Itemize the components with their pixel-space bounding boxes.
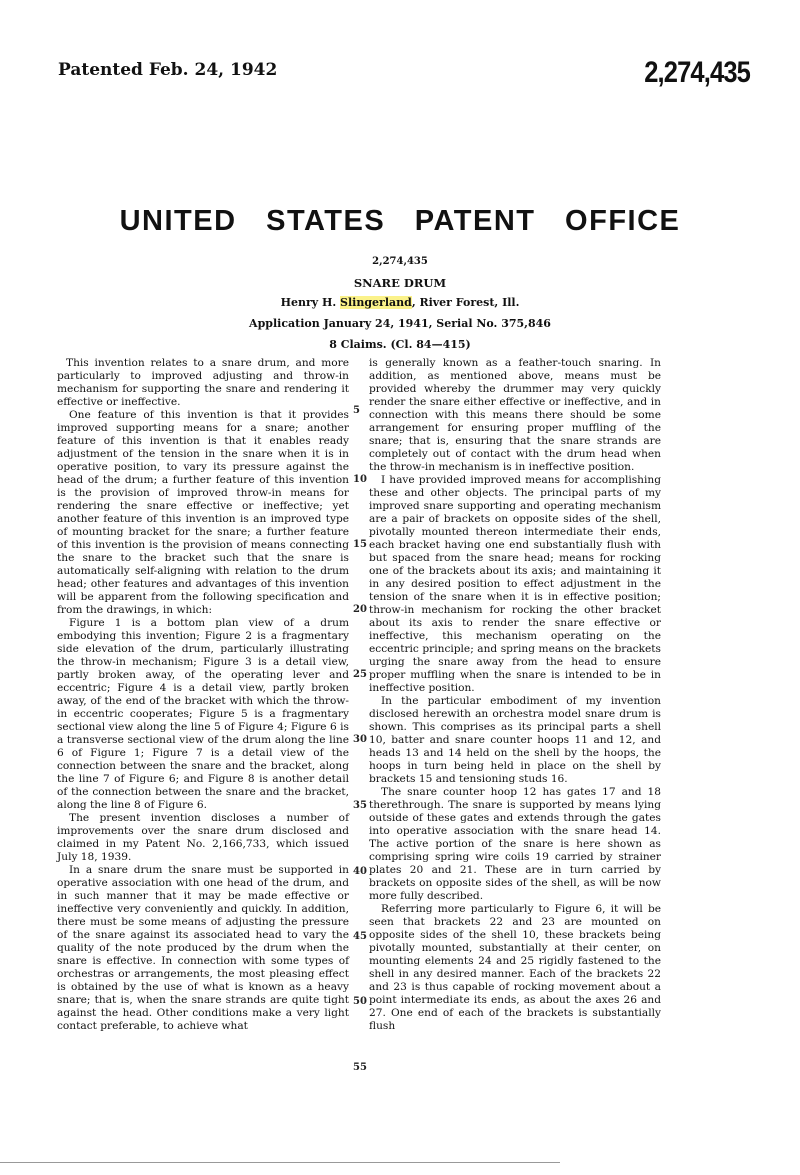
paragraph: The snare counter hoop 12 has gates 17 and 18 therethrough. The snare is supported by means lying outside of these gates and extends through the gates into operative association with the snare head 14. The active portion of the snare is here shown as comprising spring wire coils 19 carried by strainer plates 20 and 21. These are in turn carried by brackets on opposite sides of the shell, as will be now more fully described. bbox=[369, 786, 661, 902]
paragraph: In the particular embodiment of my invention disclosed herewith an orchestra model snare drum is shown. This comprises as its principal parts a shell 10, batter and snare counter hoops 11 and 12, and heads 13 and 14 held on the shell by the hoops, the hoops in turn being held in place on the shell by brackets 15 and tensioning studs 16. bbox=[369, 695, 661, 785]
left-text-column bbox=[57, 357, 349, 1033]
inventor-location: , River Forest, Ill. bbox=[411, 296, 520, 309]
right-text-column bbox=[369, 357, 661, 1033]
office-word: OFFICE bbox=[565, 205, 681, 237]
office-word: UNITED bbox=[119, 205, 237, 237]
inventor-name: Henry H. bbox=[280, 296, 341, 309]
paragraph: I have provided improved means for accomplishing these and other objects. The principal parts of my improved snare supporting and operating mechanism are a pair of brackets on opposite sides of the shell, pivotally mounted thereon intermediate their ends, each bracket having one end substantially flush with but spaced from the snare head; means for rocking one of the brackets about its axis; and maintaining it in any desired position to effect adjustment in the tension of the snare when it is in effective position; throw-in mechanism for rocking the other bracket about its axis to render the snare effective or ineffective, this mechanism operating on the eccentric principle; and spring means on the brackets urging the snare away from the head to ensure proper muffling when the snare is intended to be in ineffective position. bbox=[369, 474, 661, 694]
application-line: Application January 24, 1941, Serial No. 375,846 bbox=[249, 317, 551, 330]
line-number: 25 bbox=[353, 669, 367, 680]
inventor-surname-highlight: Slingerland bbox=[340, 296, 412, 309]
line-number: 40 bbox=[353, 866, 367, 877]
office-word: STATES bbox=[266, 205, 386, 237]
patented-date: Patented Feb. 24, 1942 bbox=[58, 60, 278, 80]
patent-number-small: 2,274,435 bbox=[372, 256, 428, 267]
line-number: 35 bbox=[353, 800, 367, 811]
line-number: 10 bbox=[353, 474, 367, 485]
paragraph: is generally known as a feather-touch snaring. In addition, as mentioned above, means must be provided whereby the drummer may very quickly render the snare either effective or ineffective, and in connection with this means there should be some arrangement for ensuring proper muffling of the snare; that is, ensuring that the snare strands are completely out of contact with the drum head when the throw-in mechanism is in ineffective position. bbox=[369, 357, 661, 473]
claims-line: 8 Claims. (Cl. 84—415) bbox=[329, 338, 471, 351]
office-word: PATENT bbox=[414, 205, 536, 237]
line-number: 45 bbox=[353, 931, 367, 942]
invention-title: SNARE DRUM bbox=[353, 276, 447, 290]
paragraph: Figure 1 is a bottom plan view of a drum embodying this invention; Figure 2 is a fragmentary side elevation of the drum, particularly illustrating the throw-in mechanism; Figure 3 is a detail view, partly broken away, of the operating lever and eccentric; Figure 4 is a detail view, partly broken away, of the end of the bracket with which the throw-in eccentric cooperates; Figure 5 is a fragmentary sectional view along the line 5 of Figure 4; Figure 6 is a transverse sectional view of the drum along the line 6 of Figure 1; Figure 7 is a detail view of the connection between the snare and the bracket, along the line 7 of Figure 6; and Figure 8 is another detail of the connection between the snare and the bracket, along the line 8 of Figure 6. bbox=[57, 617, 349, 811]
line-number: 30 bbox=[353, 734, 367, 745]
line-number: 50 bbox=[353, 996, 367, 1007]
bottom-rule bbox=[0, 1162, 560, 1163]
line-number: 55 bbox=[353, 1062, 367, 1073]
line-number: 15 bbox=[353, 539, 367, 550]
paragraph: This invention relates to a snare drum, and more particularly to improved adjusting and throw-in mechanism for supporting the snare and rendering it effective or ineffective. bbox=[57, 357, 349, 408]
paragraph: In a snare drum the snare must be supported in operative association with one head of the drum, and in such manner that it may be made effective or ineffective very conveniently and quickly. In addition, there must be some means of adjusting the pressure of the snare against its associated head to vary the quality of the note produced by the drum when the snare is effective. In connection with some types of orchestras or arrangements, the most pleasing effect is obtained by the use of what is known as a heavy snare; that is, when the snare strands are quite tight against the head. Other conditions make a very light contact preferable, to achieve what bbox=[57, 864, 349, 1032]
office-heading bbox=[0, 205, 800, 238]
paragraph: Referring more particularly to Figure 6, it will be seen that brackets 22 and 23 are mounted on opposite sides of the shell 10, these brackets being pivotally mounted, substantially at their center, on mounting elements 24 and 25 rigidly fastened to the shell in any desired manner. Each of the brackets 22 and 23 is thus capable of rocking movement about a point intermediate its ends, as about the axes 26 and 27. One end of each of the brackets is substantially flush bbox=[369, 903, 661, 1032]
inventor-line bbox=[0, 296, 800, 309]
paragraph: One feature of this invention is that it provides improved supporting means for a snare; another feature of this invention is that it enables ready adjustment of the tension in the snare when it is in operative position, to vary its pressure against the head of the drum; a further feature of this invention is the provision of improved throw-in means for rendering the snare effective or ineffective; yet another feature of this invention is an improved type of mounting bracket for the snare; a further feature of this invention is the provision of means connecting the snare to the bracket such that the snare is automatically self-aligning with relation to the drum head; other features and advantages of this invention will be apparent from the following specification and from the drawings, in which: bbox=[57, 409, 349, 616]
line-number: 5 bbox=[353, 405, 360, 416]
paragraph: The present invention discloses a number of improvements over the snare drum disclosed and claimed in my Patent No. 2,166,733, which issued July 18, 1939. bbox=[57, 812, 349, 863]
patent-number: 2,274,435 bbox=[644, 56, 750, 89]
line-number: 20 bbox=[353, 604, 367, 615]
